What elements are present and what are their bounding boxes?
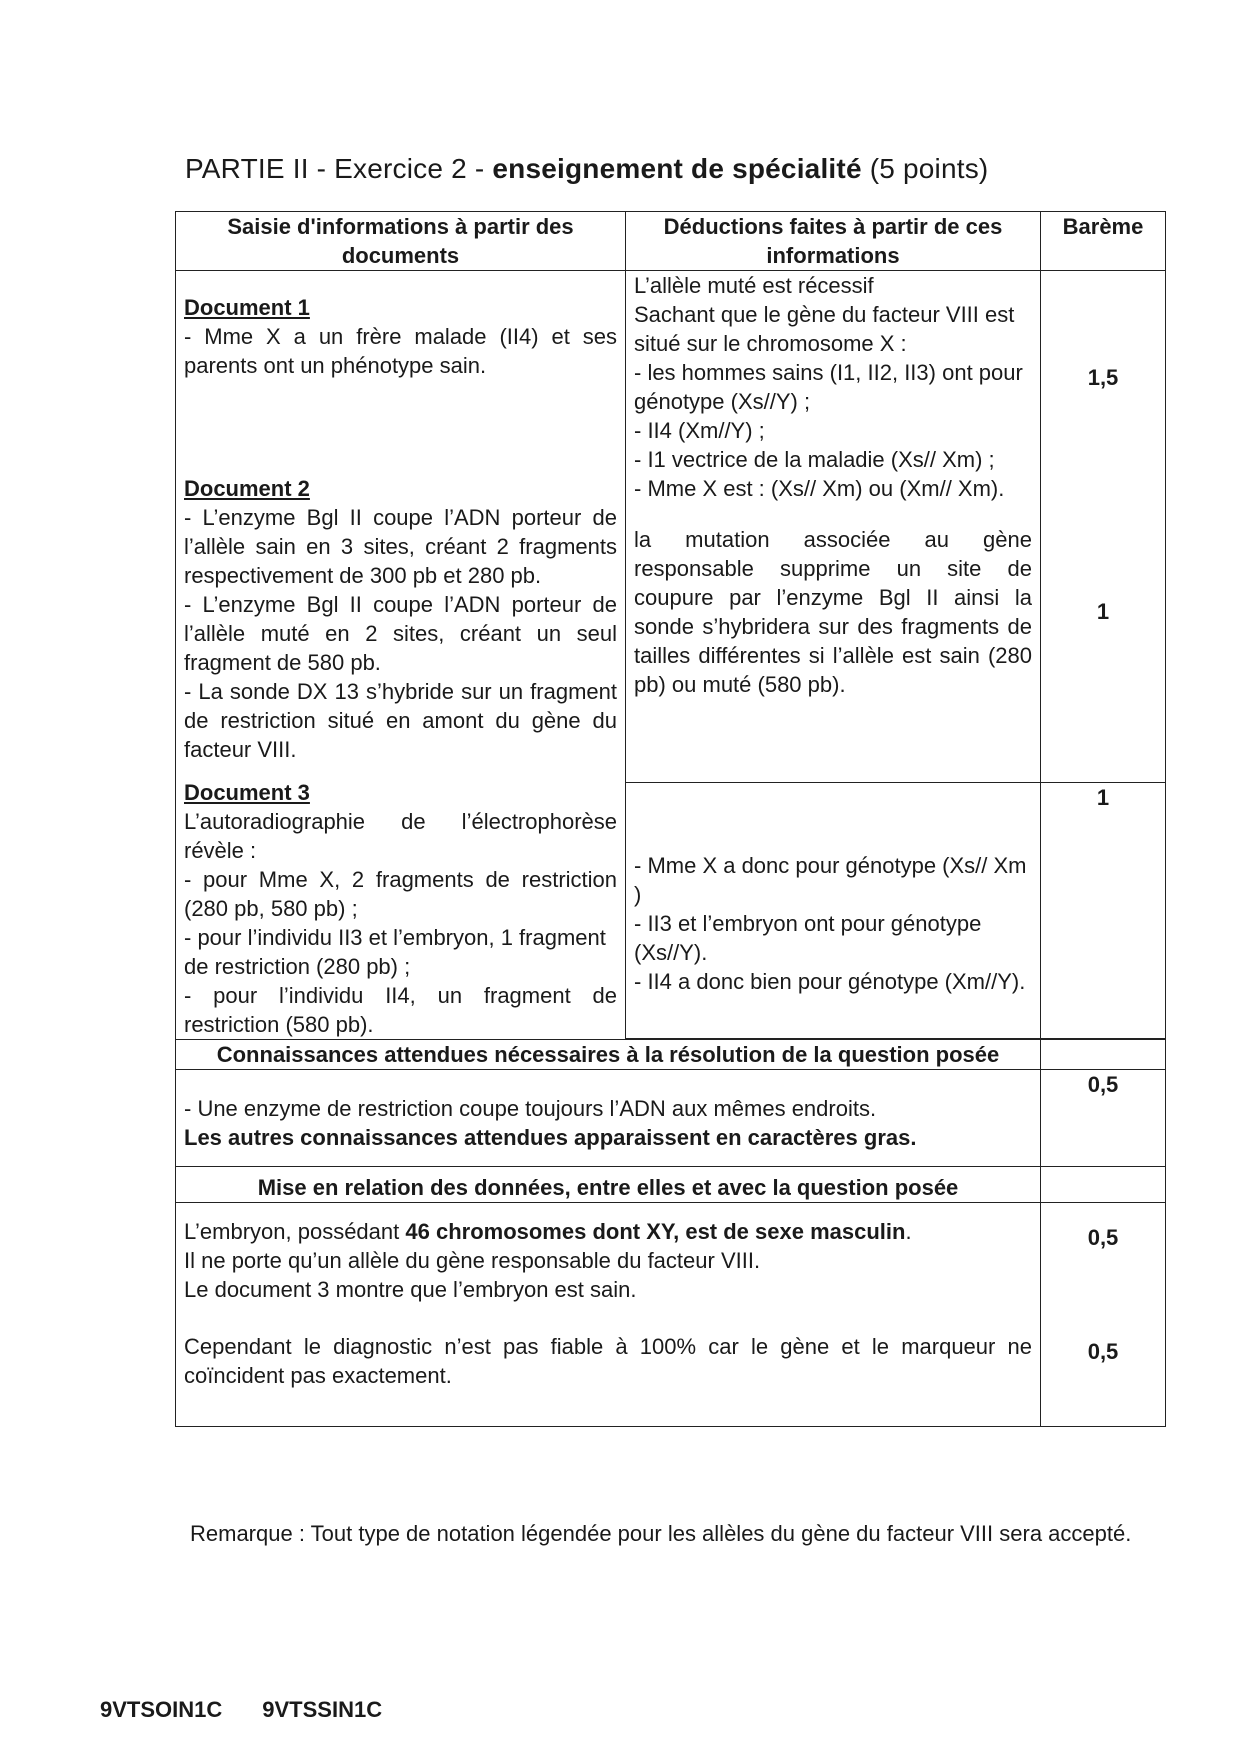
document-2	[184, 474, 617, 764]
document-2-line: - L’enzyme Bgl II coupe l’ADN porteur de l’allèle muté en 2 sites, créant un seul fragment de 580 pb.	[184, 592, 617, 675]
deduction-line: - Mme X a donc pour génotype (Xs// Xm )	[634, 853, 1027, 908]
title-prefix: PARTIE II - Exercice 2 -	[185, 153, 493, 184]
deduction-line: - I1 vectrice de la maladie (Xs// Xm) ;	[634, 447, 995, 472]
score-value: 1	[1096, 599, 1110, 624]
score-cell-3	[1041, 783, 1166, 1039]
relation-header-score	[1041, 1167, 1166, 1203]
documents-cell	[176, 271, 626, 1040]
footer-codes	[100, 1697, 422, 1723]
relation-line-1	[184, 1217, 1032, 1246]
document-2-line: - L’enzyme Bgl II coupe l’ADN porteur de l’allèle sain en 3 sites, créant 2 fragments respectivement de 300 pb et 280 pb.	[184, 505, 617, 588]
knowledge-row	[176, 1070, 1166, 1167]
documents-row	[176, 271, 1166, 783]
title-bold: enseignement de spécialité	[492, 153, 862, 184]
deduction-line: - II3 et l’embryon ont pour génotype (Xs//Y).	[634, 911, 982, 966]
deduction-line: - Mme X est : (Xs// Xm) ou (Xm// Xm).	[634, 476, 1005, 501]
relation-paragraph-2: Cependant le diagnostic n’est pas fiable à 100% car le gène et le marqueur ne coïncident pas exactement.	[184, 1334, 1032, 1388]
knowledge-cell	[176, 1070, 1041, 1167]
deduction-mutation: la mutation associée au gène responsable supprime un site de coupure par l’enzyme Bgl II ainsi la sonde s’hybridera sur des fragments de tailles différentes si l’allèle est sain (280 pb) ou muté (580 pb).	[634, 527, 1032, 697]
knowledge-line-1: - Une enzyme de restriction coupe toujours l’ADN aux mêmes endroits.	[184, 1096, 877, 1121]
relation-prefix: L’embryon, possédant	[184, 1219, 406, 1244]
knowledge-header-row	[176, 1040, 1166, 1070]
knowledge-score: 0,5	[1041, 1070, 1166, 1167]
score-cell-1	[1041, 271, 1166, 783]
relation-header-row	[176, 1167, 1166, 1203]
relation-line-3: Le document 3 montre que l’embryon est sain.	[184, 1277, 637, 1302]
relation-bold: 46 chromosomes dont XY, est de sexe masculin	[405, 1219, 906, 1244]
col3-header: Barème	[1041, 212, 1166, 271]
document-3-line: - pour l’individu II4, un fragment de restriction (580 pb).	[184, 983, 617, 1037]
relation-line-2: Il ne porte qu’un allèle du gène responsable du facteur VIII.	[184, 1248, 761, 1273]
score-value: 0,5	[1087, 1225, 1119, 1250]
relation-row	[176, 1203, 1166, 1427]
page-title	[185, 153, 988, 185]
document-3-intro: L’autoradiographie de l’électrophorèse révèle :	[184, 809, 617, 863]
col2-header: Déductions faites à partir de ces informations	[626, 212, 1041, 271]
deduction-line: - les hommes sains (I1, II2, II3) ont pour génotype (Xs//Y) ;	[634, 360, 1023, 414]
score-value: 1,5	[1087, 365, 1119, 390]
deduction-line: - II4 a donc bien pour génotype (Xm//Y).	[634, 969, 1026, 995]
table-header-row	[176, 212, 1166, 271]
footer-code-1: 9VTSOIN1C	[100, 1697, 223, 1722]
grading-table	[175, 211, 1166, 1427]
remark: Remarque : Tout type de notation légendée pour les allèles du gène du facteur VIII sera accepté.	[190, 1521, 1132, 1546]
document-3-title: Document 3	[184, 780, 310, 805]
deduction-line: Sachant que le gène du facteur VIII est situé sur le chromosome X :	[634, 302, 1015, 356]
deduction-cell-1	[626, 271, 1041, 783]
deduction-line: - II4 (Xm//Y) ;	[634, 418, 765, 443]
document-3-line: - pour l’individu II3 et l’embryon, 1 fragment de restriction (280 pb) ;	[184, 925, 606, 979]
document-3	[184, 778, 617, 1039]
footer-code-2: 9VTSSIN1C	[262, 1697, 383, 1722]
document-1-title: Document 1	[184, 295, 310, 320]
relation-cell	[176, 1203, 1041, 1427]
score-value: 0,5	[1087, 1339, 1119, 1364]
knowledge-line-2: Les autres connaissances attendues apparaissent en caractères gras.	[184, 1125, 917, 1150]
relation-header: Mise en relation des données, entre elles et avec la question posée	[176, 1167, 1041, 1203]
knowledge-header-score	[1041, 1040, 1166, 1070]
document-2-title: Document 2	[184, 476, 310, 501]
document-2-line: - La sonde DX 13 s’hybride sur un fragment de restriction situé en amont du gène du facteur VIII.	[184, 679, 617, 762]
score-value: 1	[1096, 785, 1110, 811]
col1-header: Saisie d'informations à partir des documents	[176, 212, 626, 271]
relation-suffix: .	[905, 1219, 912, 1244]
relation-score-cell	[1041, 1203, 1166, 1427]
document-1	[184, 293, 617, 380]
document-1-text: - Mme X a un frère malade (II4) et ses parents ont un phénotype sain.	[184, 324, 617, 378]
knowledge-header: Connaissances attendues nécessaires à la résolution de la question posée	[176, 1040, 1041, 1070]
deduction-line: L’allèle muté est récessif	[634, 273, 874, 298]
document-3-line: - pour Mme X, 2 fragments de restriction (280 pb, 580 pb) ;	[184, 867, 617, 921]
title-suffix: (5 points)	[861, 153, 989, 184]
deduction-cell-3	[626, 783, 1041, 1039]
